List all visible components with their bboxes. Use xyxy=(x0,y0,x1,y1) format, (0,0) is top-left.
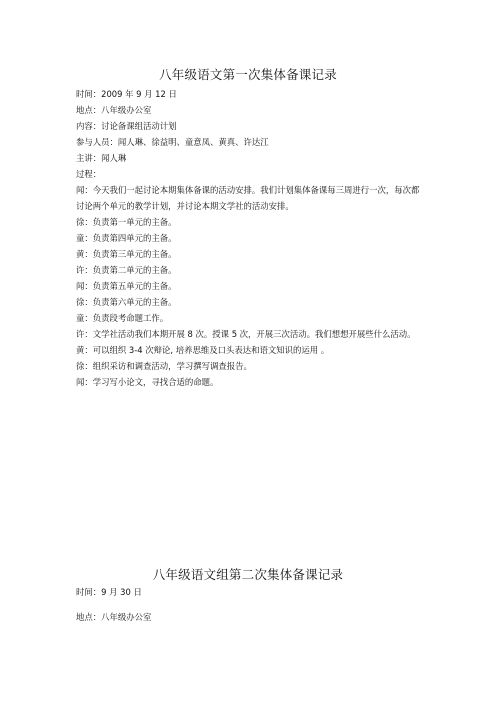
meeting-1-record xyxy=(76,86,426,390)
meeting-1-statement: 童：负责段考命题工作。 xyxy=(76,313,169,323)
meeting-1-speaker: 主讲：闻人琳 xyxy=(76,153,127,163)
meeting-1-statement: 徐：组织采访和调查活动，学习撰写调查报告。 xyxy=(76,361,252,371)
meeting-2-title: 八年级语文组第二次集体备课记录 xyxy=(152,567,344,582)
meeting-2-place: 地点：八年级办公室 xyxy=(76,612,152,622)
meeting-1-statement: 童：负责第四单元的主备。 xyxy=(76,233,177,243)
meeting-1-statement: 闻：学习写小论文，寻找合适的命题。 xyxy=(76,377,219,387)
meeting-1-title: 八年级语文第一次集体备课记录 xyxy=(159,67,337,82)
meeting-1-place: 地点：八年级办公室 xyxy=(76,105,152,115)
meeting-1-statement: 许：负责第二单元的主备。 xyxy=(76,265,177,275)
meeting-1-participants: 参与人员：闻人琳、徐益明、童意凤、黄真、许达江 xyxy=(76,137,269,147)
meeting-1-statement: 黄：负责第三单元的主备。 xyxy=(76,249,177,259)
meeting-1-statement: 闻：今天我们一起讨论本期集体备课的活动安排。我们计划集体备课每三周进行一次，每次都讨论两个单元的教学计划，并讨论本期文学社的活动安排。 xyxy=(76,185,420,211)
meeting-1-statement: 许：文学社活动我们本期开展 8 次。授课 5 次，开展三次活动。我们想想开展些什么活动。 xyxy=(76,329,416,339)
meeting-1-statement: 徐：负责第六单元的主备。 xyxy=(76,297,177,307)
meeting-1-statement: 闻：负责第五单元的主备。 xyxy=(76,281,177,291)
meeting-1-statement: 徐：负责第一单元的主备。 xyxy=(76,217,177,227)
meeting-2-time: 时间：9 月 30 日 xyxy=(76,587,142,597)
meeting-1-content: 内容：讨论备课组活动计划 xyxy=(76,121,177,131)
meeting-1-process-label: 过程： xyxy=(76,169,102,179)
meeting-1-time: 时间：2009 年 9 月 12 日 xyxy=(76,89,177,99)
meeting-1-statement: 黄：可以组织 3-4 次辩论, 培养思维及口头表达和语文知识的运用 。 xyxy=(76,345,330,355)
